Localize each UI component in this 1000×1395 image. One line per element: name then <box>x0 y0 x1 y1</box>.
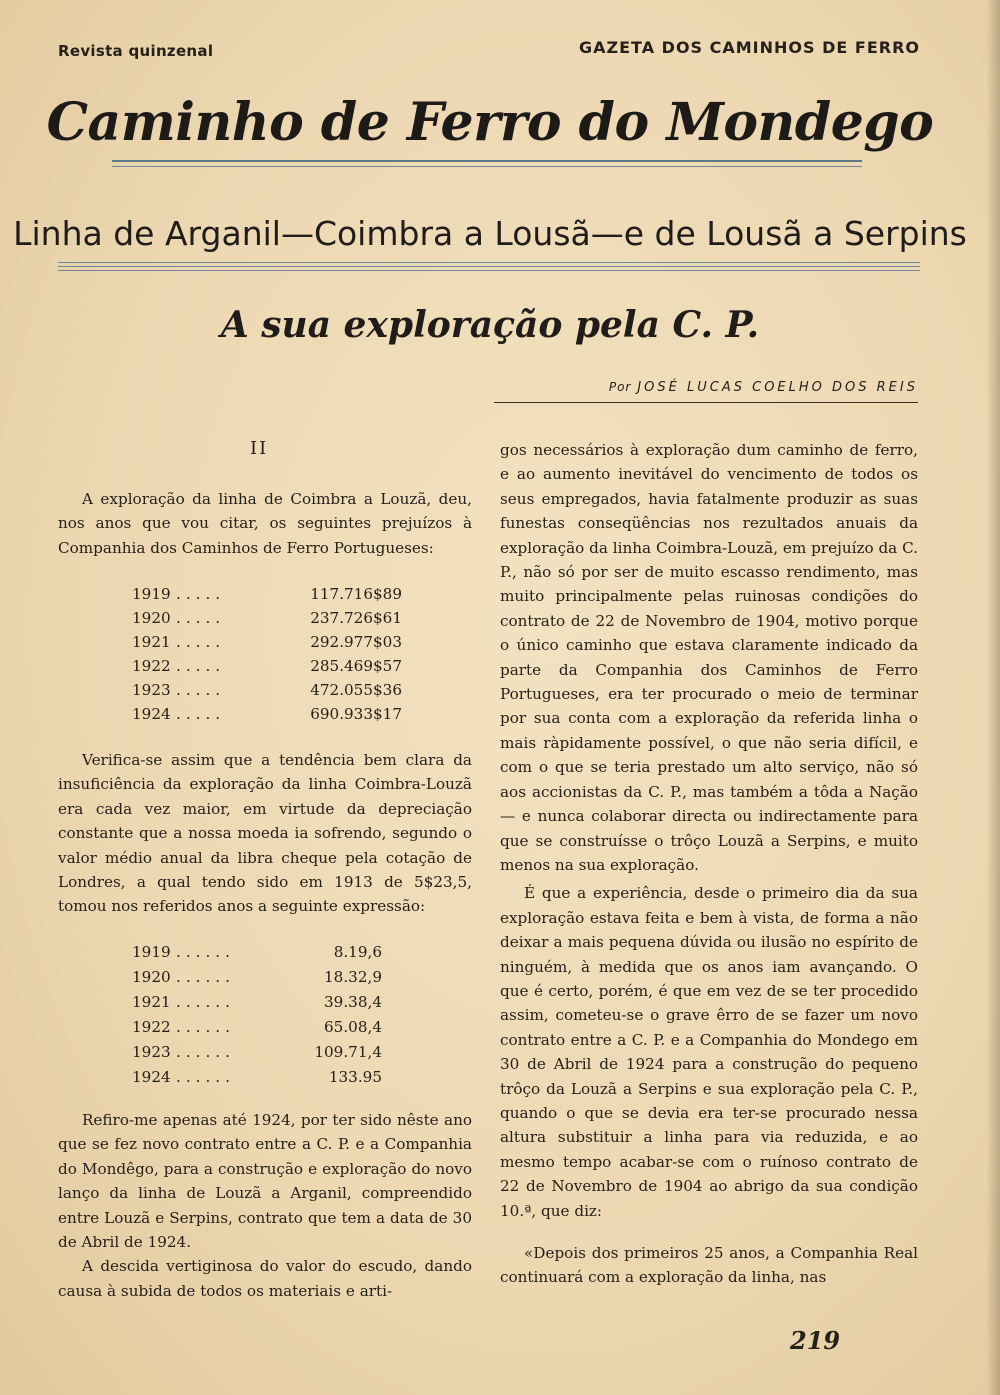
table-row: 1924 ...... 133.95 <box>132 1068 382 1086</box>
left-paragraph-2: Verifica-se assim que a tendência bem clara da insuficiência da exploração da linha Coimbra-Louzã era cada vez maior, em virtude da depreciação constante que a nossa moeda ia sofrendo, segundo o valor médio anual da libra cheque pela cotação de Londres, a qual tendo sido em 1913 de 5$23,5, tomou nos referidos anos a seguinte expressão: <box>58 751 472 916</box>
left-paragraph-4: A descida vertiginosa do valor do escudo, dando causa à subida de todos os materiais e arti- <box>58 1257 472 1300</box>
pound-table <box>132 943 382 1089</box>
table-row: 1923 ...... 109.71,4 <box>132 1043 382 1061</box>
table-row: 1921 ...... 39.38,4 <box>132 993 382 1011</box>
table-row: 1920 ...... 18.32,9 <box>132 968 382 986</box>
subtitle-rule-1 <box>58 262 920 263</box>
article-subtitle: Linha de Arganil—Coimbra a Lousã—e de Lousã a Serpins <box>13 214 967 253</box>
right-paragraph-2: É que a experiência, desde o primeiro dia da sua exploração estava feita e bem à vista, de forma a não deixar a mais pequena dúvida ou ilusão no espírito de ninguém, à medida que os anos iam avançando. O que é certo, porém, é que em vez de se ter procedido assim, cometeu-se o grave êrro de se fazer um novo contrato entre a C. P. e a Companhia do Mondego em 30 de Abril de 1924 para a construção do pequeno trôço da Louzã a Serpins e sua exploração pela C. P., quando o que se devia era ter-se procurado nessa altura substituir a linha para via reduzida, e ao mesmo tempo acabar-se com o ruínoso contrato de 22 de Novembro de 1904 ao abrigo da sua condição 10.ª, que diz: <box>500 884 918 1220</box>
left-paragraph-3: Refiro-me apenas até 1924, por ter sido nêste ano que se fez novo contrato entre a C. P. e a Companhia do Mondêgo, para a construção e exploração do novo lanço da linha de Louzã a Arganil, compreendido entre Louzã e Serpins, contrato que tem a data de 30 de Abril de 1924. A descida vertiginosa do valor do escudo, dando causa à subida de todos os materiais e arti- <box>58 1108 472 1303</box>
losses-table <box>132 585 402 731</box>
table-row: 1921 ..... 292.977$03 <box>132 633 402 651</box>
header-periodicity: Revista quinzenal <box>58 42 214 60</box>
right-paragraph-3: «Depois dos primeiros 25 anos, a Companhia Real continuará com a exploração da linha, nas <box>500 1244 918 1287</box>
title-rule-bottom <box>112 166 862 167</box>
subtitle-rule-2 <box>58 266 920 267</box>
table-row: 1924 ..... 690.933$17 <box>132 705 402 723</box>
left-paragraph-1: A exploração da linha de Coimbra a Louzã, deu, nos anos que vou citar, os seguintes prejuízos à Companhia dos Caminhos de Ferro Portugueses: <box>58 490 472 557</box>
byline-rule <box>494 402 918 403</box>
table-row: 1922 ...... 65.08,4 <box>132 1018 382 1036</box>
page-number: 219 <box>790 1326 841 1355</box>
article-title: Caminho de Ferro do Mondego <box>46 92 934 153</box>
table-row: 1919 ...... 8.19,6 <box>132 943 382 961</box>
title-rule-top <box>112 160 862 162</box>
right-paragraph-1: gos necessários à exploração dum caminho de ferro, e ao aumento inevitável do vencimento de todos os seus empregados, havia fatalmente produzir as suas funestas conseqüências nos rezultados anuais da exploração da linha Coimbra-Louzã, em prejuízo da C. P., não só por ser de muito escasso rendimento, mas muito principalmente pelas ruinosas condições do contrato de 22 de Novembro de 1904, motivo porque o único caminho que estava claramente indicado da parte da Companhia dos Caminhos de Ferro Portugueses, era ter procurado o meio de terminar por sua conta com a exploração da referida linha o mais ràpidamente possível, o que não seria difícil, e com o que se teria prestado um alto serviço, não só aos accionistas da C. P., mas também a tôda a Nação — e nunca colaborar directa ou indirectamente para que se construísse o trôço Louzã a Serpins, e muito menos na sua exploração. É que a experiência, desde o primeiro dia da sua exploração estava feita e bem à vista, de forma a não deixar a mais pequena dúvida ou ilusão no espírito de ninguém, à medida que os anos iam avançando. O que é certo, porém, é que em vez de se ter procedido assim, cometeu-se o grave êrro de se fazer um novo contrato entre a C. P. e a Companhia do Mondego em 30 de Abril de 1924 para a construção do pequeno trôço da Louzã a Serpins e sua exploração pela C. P., quando o que se devia era ter-se procurado nessa altura substituir a linha para via reduzida, e ao mesmo tempo acabar-se com o ruínoso contrato de 22 de Novembro de 1904 ao abrigo da sua condição 10.ª, que diz: «Depois dos primeiros 25 anos, a Companhia Real continuará com a exploração da linha, nas <box>500 438 918 1290</box>
header-publication: GAZETA DOS CAMINHOS DE FERRO <box>578 38 920 57</box>
subtitle-rule-3 <box>58 270 920 271</box>
section-number: II <box>250 438 269 459</box>
table-row: 1923 ..... 472.055$36 <box>132 681 402 699</box>
table-row: 1919 ..... 117.716$89 <box>132 585 402 603</box>
page-edge-shadow <box>986 0 1000 1395</box>
table-row: 1920 ..... 237.726$61 <box>132 609 402 627</box>
table-row: 1922 ..... 285.469$57 <box>132 657 402 675</box>
byline <box>609 380 918 395</box>
byline-prefix: Por <box>608 380 632 394</box>
article-subheading: A sua exploração pela C. P. <box>220 304 760 346</box>
byline-author: JOSÉ LUCAS COELHO DOS REIS <box>637 380 918 395</box>
